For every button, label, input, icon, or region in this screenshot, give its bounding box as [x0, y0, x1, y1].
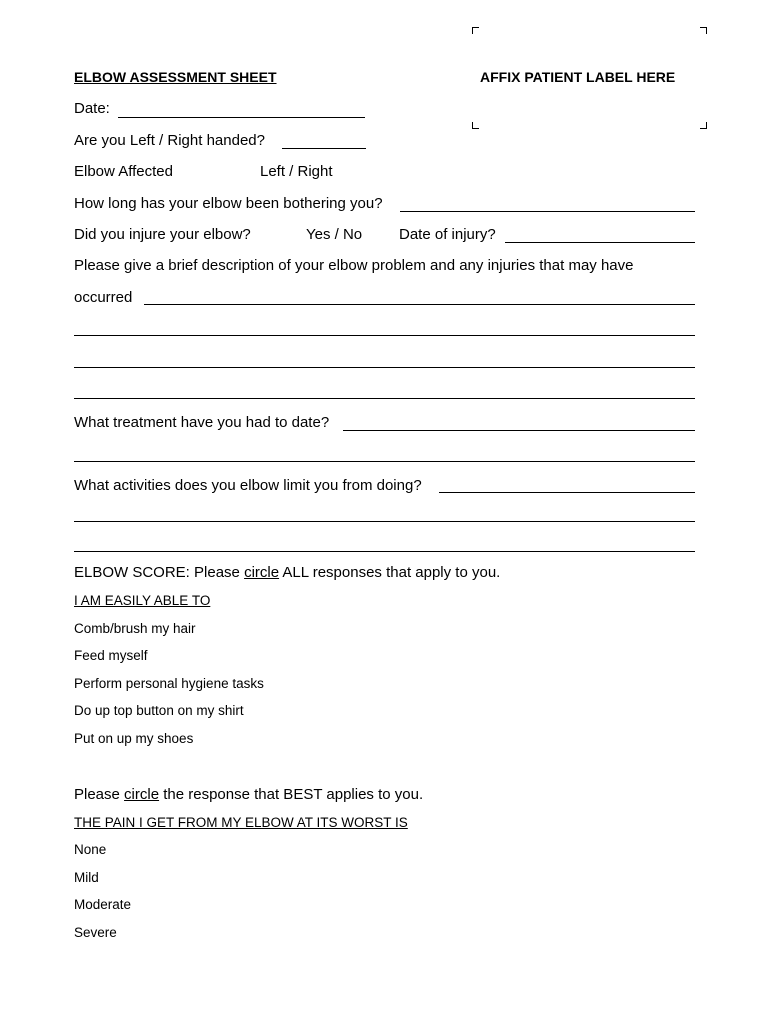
handed-field[interactable] [282, 148, 366, 149]
description-line-2[interactable] [74, 335, 695, 336]
pain-option-severe[interactable]: Severe [74, 925, 117, 940]
score-item-feed-myself[interactable]: Feed myself [74, 648, 148, 663]
date-field[interactable] [118, 117, 365, 118]
activities-line-1[interactable] [439, 492, 695, 493]
treatment-line-2[interactable] [74, 461, 695, 462]
elbow-affected-label: Elbow Affected [74, 163, 173, 180]
score-item-shoes[interactable]: Put on up my shoes [74, 731, 194, 746]
description-line-3[interactable] [74, 367, 695, 368]
pain-subheading: THE PAIN I GET FROM MY ELBOW AT ITS WORST IS [74, 815, 408, 830]
page-title: ELBOW ASSESSMENT SHEET [74, 69, 277, 85]
injury-date-field[interactable] [505, 242, 695, 243]
score-instructions: ELBOW SCORE: Please circle ALL responses that apply to you. [74, 564, 501, 581]
score-item-top-button[interactable]: Do up top button on my shirt [74, 703, 244, 718]
activities-label: What activities does you elbow limit you from doing? [74, 477, 422, 494]
label-corner-bottom-left [472, 122, 479, 129]
activities-line-2[interactable] [74, 521, 695, 522]
pain-option-moderate[interactable]: Moderate [74, 897, 132, 912]
score-subheading: I AM EASILY ABLE TO [74, 593, 211, 608]
elbow-affected-options[interactable]: Left / Right [260, 163, 333, 180]
duration-label: How long has your elbow been bothering you? [74, 195, 383, 212]
treatment-label: What treatment have you had to date? [74, 414, 330, 431]
description-prompt-cont: occurred [74, 289, 133, 306]
description-line-1[interactable] [144, 304, 695, 305]
score-item-hygiene[interactable]: Perform personal hygiene tasks [74, 676, 264, 691]
description-line-4[interactable] [74, 398, 695, 399]
injury-date-label: Date of injury? [399, 226, 496, 243]
pain-instructions: Please circle the response that BEST applies to you. [74, 786, 424, 803]
handed-label: Are you Left / Right handed? [74, 132, 265, 149]
treatment-line-1[interactable] [343, 430, 695, 431]
label-corner-bottom-right [700, 122, 707, 129]
duration-field[interactable] [400, 211, 695, 212]
date-label: Date: [74, 100, 110, 117]
activities-line-3[interactable] [74, 551, 695, 552]
patient-label-area: AFFIX PATIENT LABEL HERE [480, 69, 676, 85]
description-prompt: Please give a brief description of your elbow problem and any injuries that may have [74, 257, 634, 274]
score-item-comb-hair[interactable]: Comb/brush my hair [74, 621, 196, 636]
injury-options[interactable]: Yes / No [306, 226, 363, 243]
injury-label: Did you injure your elbow? [74, 226, 251, 243]
pain-option-none[interactable]: None [74, 842, 107, 857]
label-corner-top-left [472, 27, 479, 34]
pain-option-mild[interactable]: Mild [74, 870, 99, 885]
label-corner-top-right [700, 27, 707, 34]
